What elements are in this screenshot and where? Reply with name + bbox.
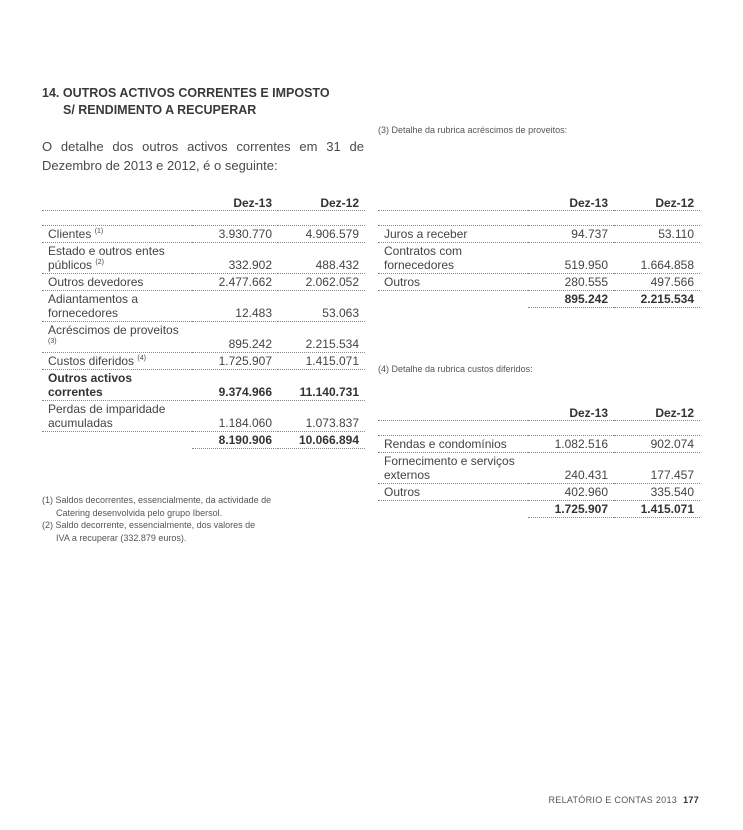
header-label (378, 188, 528, 211)
section-title (42, 85, 372, 119)
header-dez13: Dez-13 (528, 188, 614, 211)
subtotal-dez12: 11.140.731 (278, 370, 365, 401)
row-label: Fornecimento e serviços externos (378, 453, 528, 484)
total-row (378, 501, 700, 518)
header-dez12: Dez-12 (614, 188, 700, 211)
cell-dez12: 1.415.071 (278, 353, 365, 370)
impairment-row (42, 401, 365, 432)
row-label: Outros devedores (42, 274, 192, 291)
row-label: Outros (378, 484, 528, 501)
section-title-line2: S/ RENDIMENTO A RECUPERAR (63, 103, 257, 117)
cell-dez12: 1.664.858 (614, 243, 700, 274)
row-label: Custos diferidos $^{(4)}$ (42, 353, 192, 370)
row-label: Outros (378, 274, 528, 291)
footnote-2a: (2) Saldo decorrente, essencialmente, dos valores de (42, 520, 256, 530)
header-dez13: Dez-13 (192, 188, 278, 211)
cell-dez13: 519.950 (528, 243, 614, 274)
footnote-1a: (1) Saldos decorrentes, essencialmente, da actividade de (42, 495, 272, 505)
header-dez12: Dez-12 (278, 188, 365, 211)
header-label (42, 188, 192, 211)
cell-dez12: 53.110 (614, 226, 700, 243)
cell-dez13: 94.737 (528, 226, 614, 243)
row-label: Contratos com fornecedores (378, 243, 528, 274)
row-label: Adiantamentos a fornecedores (42, 291, 192, 322)
total-row (42, 432, 365, 449)
row-label: Rendas e condomínios (378, 436, 528, 453)
page-footer (548, 795, 699, 805)
impairment-dez12: 1.073.837 (278, 401, 365, 432)
table-row (378, 274, 700, 291)
subtotal-label: Outros activos correntes (42, 370, 192, 401)
total-dez12: 2.215.534 (614, 291, 700, 308)
table3-heading: (3) Detalhe da rubrica acréscimos de proveitos: (378, 125, 568, 135)
table-row (378, 453, 700, 484)
other-current-assets-table (42, 188, 365, 449)
cell-dez12: 488.432 (278, 243, 365, 274)
table-row (42, 274, 365, 291)
total-dez12: 10.066.894 (278, 432, 365, 449)
cell-dez12: 4.906.579 (278, 226, 365, 243)
header-dez13: Dez-13 (528, 398, 614, 421)
footer-report-title: RELATÓRIO E CONTAS 2013 (548, 795, 678, 805)
cell-dez13: 1.725.907 (192, 353, 278, 370)
table-row (42, 322, 365, 353)
cell-dez12: 902.074 (614, 436, 700, 453)
deferred-costs-table (378, 398, 700, 518)
total-dez13: 1.725.907 (528, 501, 614, 518)
cell-dez13: 402.960 (528, 484, 614, 501)
table-row (42, 226, 365, 243)
accrued-income-table (378, 188, 700, 308)
footnote-1b: Catering desenvolvida pelo grupo Ibersol. (56, 507, 223, 518)
table-header-row (42, 188, 365, 211)
cell-dez13: 280.555 (528, 274, 614, 291)
footnotes (42, 494, 342, 544)
row-label: Clientes $^{(1)}$ (42, 226, 192, 243)
impairment-dez13: 1.184.060 (192, 401, 278, 432)
table-row (378, 243, 700, 274)
cell-dez13: 12.483 (192, 291, 278, 322)
cell-dez12: 177.457 (614, 453, 700, 484)
row-label: Acréscimos de proveitos $^{(3)}$ (42, 322, 192, 353)
subtotal-dez13: 9.374.966 (192, 370, 278, 401)
cell-dez13: 332.902 (192, 243, 278, 274)
table4-heading: (4) Detalhe da rubrica custos diferidos: (378, 364, 533, 374)
cell-dez12: 2.215.534 (278, 322, 365, 353)
table-row (378, 484, 700, 501)
total-dez13: 8.190.906 (192, 432, 278, 449)
total-dez13: 895.242 (528, 291, 614, 308)
table-header-row (378, 398, 700, 421)
section-title-line1: 14. OUTROS ACTIVOS CORRENTES E IMPOSTO (42, 86, 330, 100)
cell-dez13: 3.930.770 (192, 226, 278, 243)
impairment-label: Perdas de imparidade acumuladas (42, 401, 192, 432)
row-label: Juros a receber (378, 226, 528, 243)
intro-paragraph: O detalhe dos outros activos correntes em 31 de Dezembro de 2013 e 2012, é o seguinte: (42, 139, 364, 173)
footnote-2b: IVA a recuperar (332.879 euros). (56, 532, 187, 543)
cell-dez13: 895.242 (192, 322, 278, 353)
page-number: 177 (683, 795, 699, 805)
header-label (378, 398, 528, 421)
cell-dez12: 53.063 (278, 291, 365, 322)
table-row (42, 353, 365, 370)
table-row (42, 243, 365, 274)
cell-dez13: 1.082.516 (528, 436, 614, 453)
header-dez12: Dez-12 (614, 398, 700, 421)
cell-dez12: 335.540 (614, 484, 700, 501)
row-label: Estado e outros entes públicos $^{(2)}$ (42, 243, 192, 274)
cell-dez13: 240.431 (528, 453, 614, 484)
total-row (378, 291, 700, 308)
table-row (378, 436, 700, 453)
cell-dez12: 2.062.052 (278, 274, 365, 291)
total-dez12: 1.415.071 (614, 501, 700, 518)
cell-dez13: 2.477.662 (192, 274, 278, 291)
table-row (378, 226, 700, 243)
table-header-row (378, 188, 700, 211)
cell-dez12: 497.566 (614, 274, 700, 291)
subtotal-row (42, 370, 365, 401)
table-row (42, 291, 365, 322)
